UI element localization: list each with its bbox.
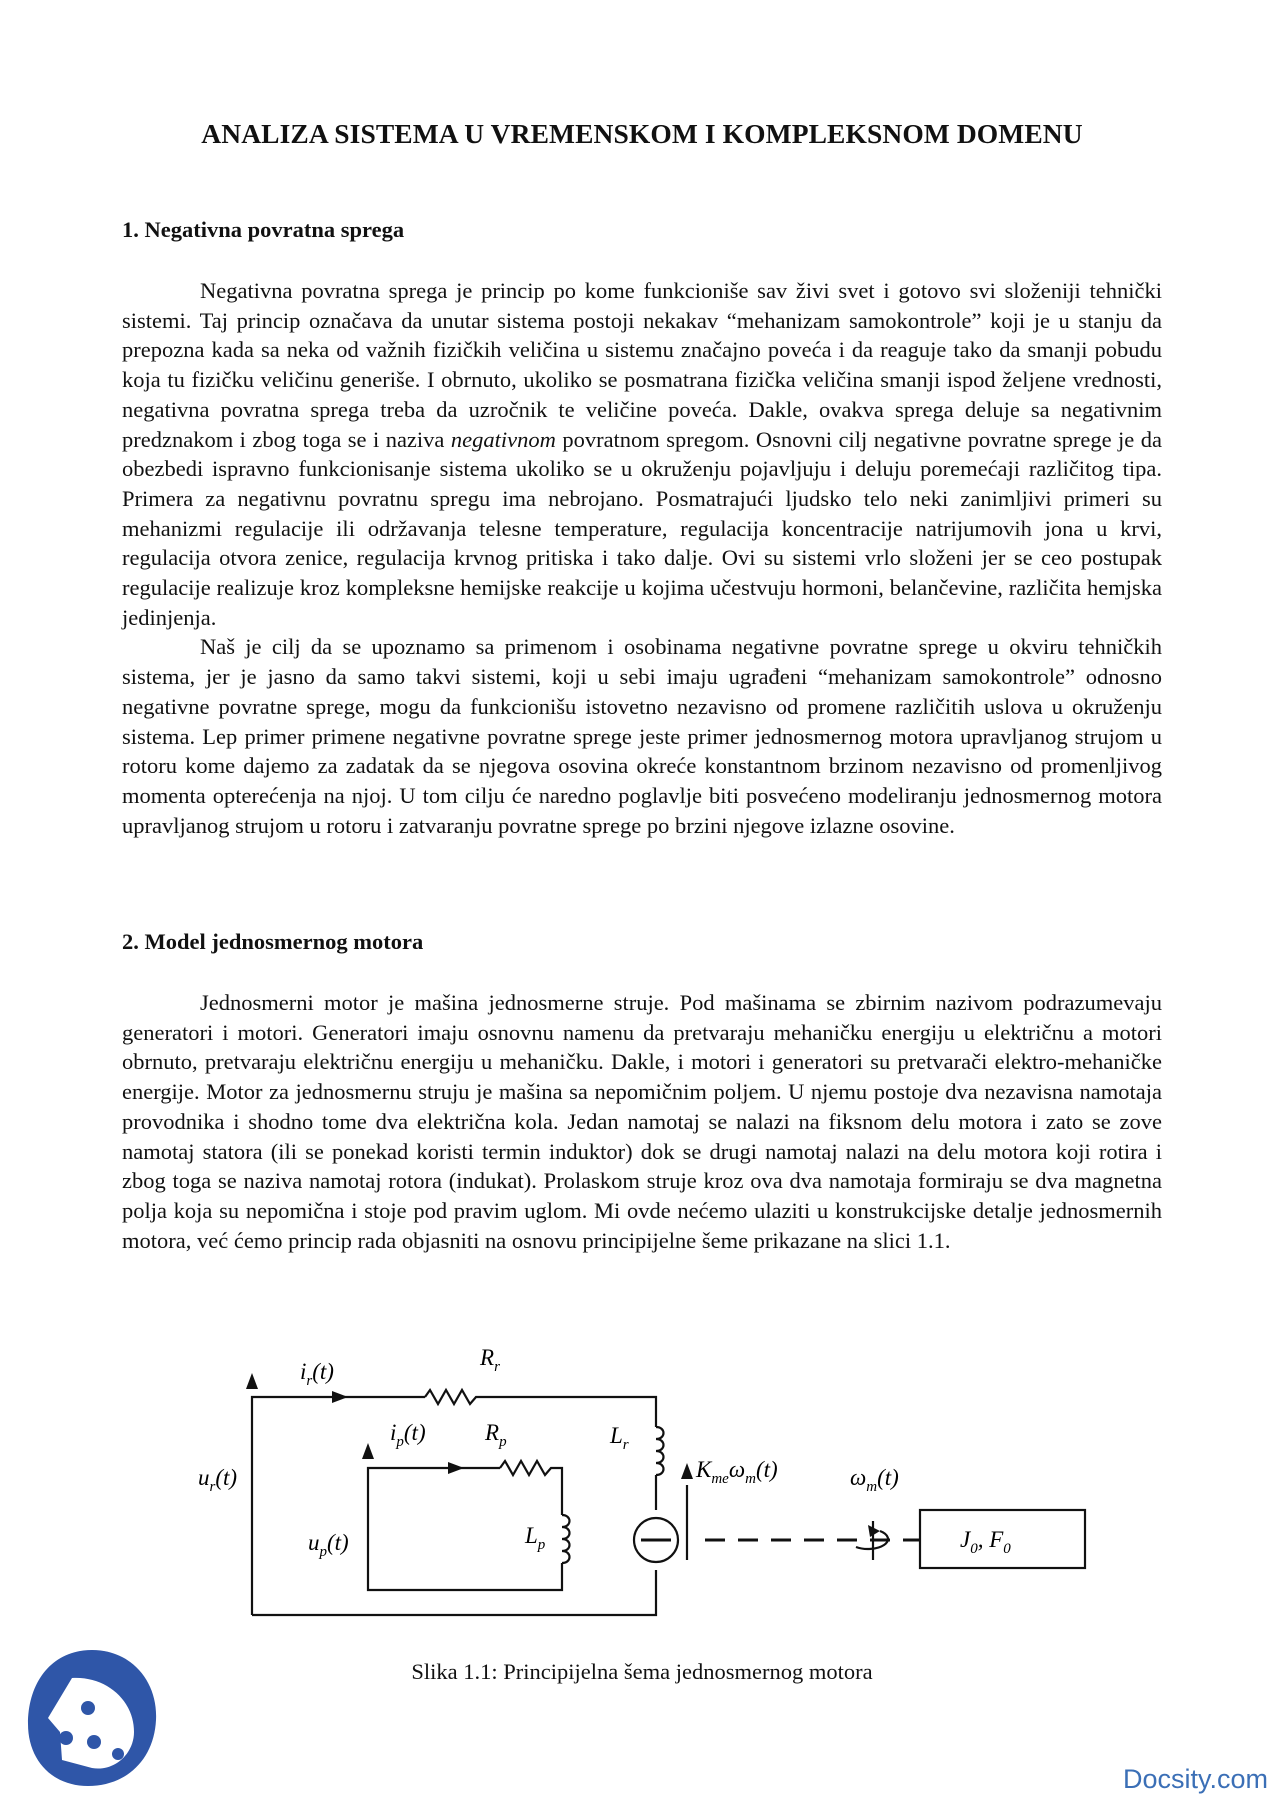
- armature-wire-bottom: [252, 1570, 656, 1615]
- document-title: ANALIZA SISTEMA U VREMENSKOM I KOMPLEKSNOM DOMENU: [201, 118, 1083, 149]
- paragraph-text: povratnom spregom. Osnovni cilj negativne povratne sprege je da obezbedi ispravno funkcionisanje sistema ukoliko se u okruženju pojavljuju i deluju poremećaji različitog tipa. Primera za negativnu povratnu spregu ima nebrojano. Posmatrajući ljudsko telo neki zanimljivi primeri su mehanizmi regulacije ili održavanja telesne temperature, regulacija koncentracije natrijumovih jona u krvi, regulacija otvora zenice, regulacija krvnog pritiska i tako dalje. Ovi su sistemi vrlo složeni jer se ceo postupak regulacije realizuje kroz kompleksne hemijske reakcije u kojima učestvuju hormoni, belančevine, različita hemjska jedinjenja.: [122, 426, 1162, 630]
- inductor-lp: [562, 1515, 570, 1563]
- ip-arrow-head: [448, 1462, 464, 1474]
- docsity-logo-icon: [22, 1642, 162, 1792]
- label-up: $u_p(t)$: [308, 1530, 349, 1560]
- label-ip: $i_p(t)$: [390, 1420, 426, 1450]
- inductor-lr: [656, 1427, 664, 1475]
- label-omega: $\omega_m(t)$: [850, 1465, 899, 1495]
- armature-wire-top: [480, 1397, 656, 1427]
- paragraph-text: Negativna povratna sprega je princip po kome funkcioniše sav živi svet i gotovo svi složeniji tehnički sistemi. Taj princip označava da unutar sistema postoji nekakav “mehanizam samokontrole” koji je u stanju da prepozna kada sa neka od važnih fizičkih veličina u sistemu značajno poveća i da reaguje tako da smanji pobudu koja tu fizičku veličinu generiše. I obrnuto, ukoliko se posmatrana fizička veličina smanji ispod željene vrednosti, negativna povratna sprega treba da uzročnik te veličine poveća. Dakle, ovakva sprega deluje sa negativnim predznakom i zbog toga se i naziva: [122, 278, 1162, 452]
- field-wire-left: [368, 1468, 500, 1555]
- section2-heading: 2. Model jednosmernog motora: [122, 929, 424, 954]
- label-ur: $u_r(t)$: [198, 1465, 238, 1495]
- label-ir: $i_r(t)$: [300, 1359, 334, 1389]
- label-rp: $R_p$: [485, 1420, 507, 1450]
- figure-caption: Slika 1.1: Principijelna šema jednosmernog motora: [411, 1659, 873, 1684]
- docsity-watermark: Docsity.com: [1122, 1764, 1268, 1794]
- section1-paragraph-1: [122, 276, 1162, 632]
- resistor-rr: [425, 1390, 480, 1404]
- label-lr: $L_r$: [610, 1423, 629, 1453]
- resistor-rp: [500, 1461, 555, 1475]
- ur-arrow-head: [246, 1373, 258, 1389]
- section2-paragraph-1: Jednosmerni motor je mašina jednosmerne struje. Pod mašinama se zbirnim nazivom podrazumevaju generatori i motori. Generatori imaju osnovnu namenu da pretvaraju mehaničku energiju u električnu a motori obrnuto, pretvaraju električnu energiju u mehaničku. Dakle, i motori i generatori su pretvarači elektro-mehaničke energije. Motor za jednosmernu struju je mašina sa nepomičnim poljem. U njemu postoje dva nezavisna namotaja provodnika i shodno tome dva električna kola. Jedan namotaj se nalazi na fiksnom delu motora i zato se zove namotaj statora (ili se ponekad koristi termin induktor) dok se drugi namotaj nalazi na delu motora koji rotira i zbog toga se naziva namotaj rotora (indukat). Prolaskom struje kroz ova dva namotaja formiraju se dva magnetna polja koja su nepomična i stoje pod pravim uglom. Mi ovde nećemo ulaziti u konstrukcijske detalje jednosmernih motora, već ćemo princip rada objasniti na osnovu principijelne šeme prikazane na slici 1.1.: [122, 990, 1162, 1253]
- section1-heading: 1. Negativna povratna sprega: [122, 217, 405, 242]
- armature-wire-left: [252, 1397, 425, 1615]
- ir-arrow-head: [332, 1391, 348, 1403]
- label-load: $J_0$, $F_0$: [960, 1527, 1011, 1557]
- emphasis-text: negativnom: [450, 426, 556, 452]
- dc-motor-schematic: [180, 1325, 1100, 1625]
- field-wire-bottom: [368, 1555, 562, 1590]
- label-rr: $R_r$: [480, 1345, 500, 1375]
- field-wire-top: [555, 1468, 562, 1515]
- label-back-emf: $K_{me}\omega_m(t)$: [696, 1457, 778, 1487]
- up-arrow-head: [362, 1443, 374, 1459]
- label-lp: $L_p$: [525, 1523, 546, 1553]
- section1-paragraph-2: Naš je cilj da se upoznamo sa primenom i osobinama negativne povratne sprege u okviru tehničkih sistema, jer je jasno da samo takvi sistemi, koji u sebi imaju ugrađeni “mehanizam samokontrole” odnosno negativne povratne sprege, mogu da funkcionišu istovetno nezavisno od promene različitih uslova u okruženju sistema. Lep primer primene negativne povratne sprege jeste primer jednosmernog motora upravljanog strujom u rotoru kome dajemo za zadatak da se njegova osovina okreće konstantnom brzinom nezavisno od promenljivog momenta opterećenja na njoj. U tom cilju će naredno poglavlje biti posvećeno modeliranju jednosmernog motora upravljanog strujom u rotoru i zatvaranju povratne sprege po brzini njegove izlazne osovine.: [122, 634, 1162, 838]
- emf-arrow-head: [681, 1463, 693, 1479]
- section2-body: [122, 988, 1162, 1255]
- section1-body: [122, 276, 1162, 840]
